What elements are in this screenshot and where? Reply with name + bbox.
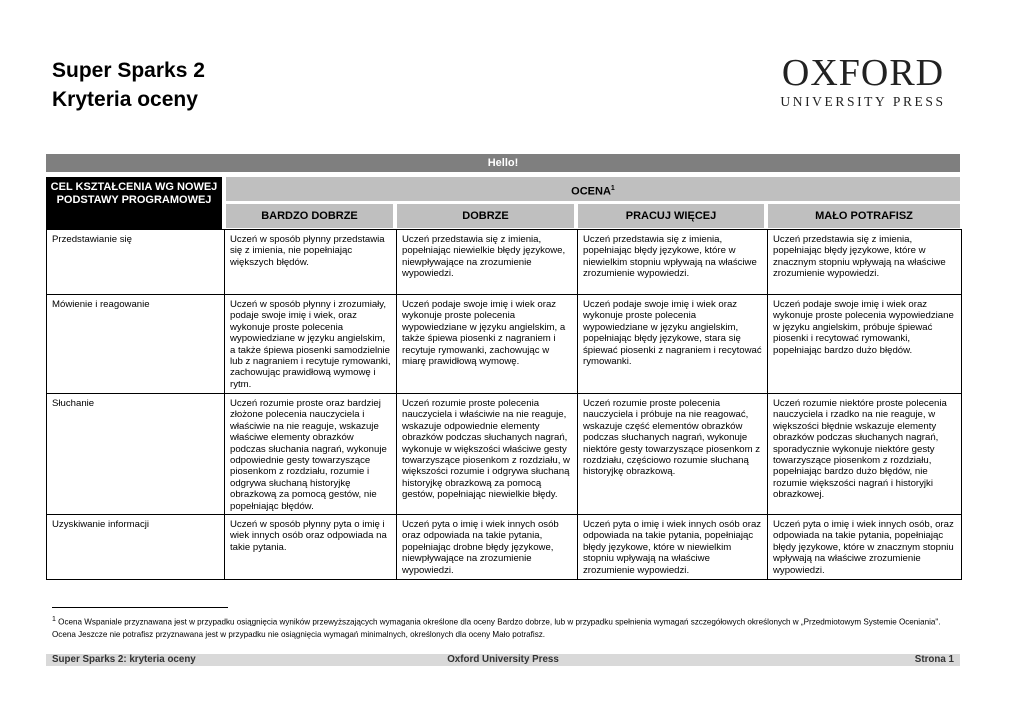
footer-document-name: Super Sparks 2: kryteria oceny <box>52 654 196 665</box>
document-title <box>52 56 205 114</box>
grade-cell: Uczeń rozumie proste polecenia nauczyciela i próbuje na nie reagować, wskazuje część elementów obrazków podczas słuchanych nagrań, wykonuje niektóre gesty towarzyszące piosenkom z rozdziału, częściowo rozumie słuchaną historyjkę obrazkową. <box>578 394 768 514</box>
oxford-logo <box>768 54 958 110</box>
table-band-title: Hello! <box>46 154 960 172</box>
footnote-text: Ocena Wspaniale przyznawana jest w przypadku osiągnięcia wyników przewyższających wymagania określone dla oceny Bardzo dobrze, lub w przypadku spełnienia wymagań szczegółowych określonych w „Przedmiotowym Systemie Oceniania". Ocena Jeszcze nie potrafisz przyznawana jest w przypadku nie osiągnięcia wymagań minimalnych, określonych dla oceny Mało potrafisz. <box>52 617 941 639</box>
criteria-table <box>46 229 962 580</box>
footer-publisher: Oxford University Press <box>447 654 559 665</box>
level-header-very-good: BARDZO DOBRZE <box>226 204 393 228</box>
table-row <box>47 514 961 579</box>
page-footer <box>46 654 960 666</box>
footnote-mark: 1 <box>52 616 56 623</box>
level-header-work-more: PRACUJ WIĘCEJ <box>578 204 764 228</box>
goal-column-header: CEL KSZTAŁCENIA WG NOWEJ PODSTAWY PROGRAMOWEJ <box>46 177 222 229</box>
logo-wordmark: OXFORD <box>781 52 945 94</box>
grade-cell: Uczeń pyta o imię i wiek innych osób oraz odpowiada na takie pytania, popełniając drobne błędy językowe, niewpływające na zrozumienie wypowiedzi. <box>397 515 578 579</box>
grade-header <box>226 177 960 201</box>
grade-cell: Uczeń podaje swoje imię i wiek oraz wykonuje proste polecenia wypowiedziane w języku angielskim, popełniając błędy językowe, stara się śpiewać piosenki z nagraniem i recytować rymowanki. <box>578 295 768 393</box>
grade-cell: Uczeń przedstawia się z imienia, popełniając błędy językowe, które w znacznym stopniu wpływają na właściwe zrozumienie wypowiedzi. <box>773 234 946 280</box>
footnote-ref: 1 <box>610 185 615 192</box>
level-header-good: DOBRZE <box>397 204 574 228</box>
grade-header-label: OCENA <box>571 185 611 198</box>
goal-cell: Uzyskiwanie informacji <box>47 515 225 579</box>
grade-cell: Uczeń rozumie niektóre proste polecenia nauczyciela i rzadko na nie reaguje, w większości błędnie wskazuje elementy obrazków podczas słuchanych nagrań, sporadycznie wykonuje niektóre gesty towarzyszące piosenkom z rozdziału, popełniając bardzo dużo błędów, nie rozumie większości nagrań i historyjki obrazkowej. <box>773 398 947 501</box>
grade-cell: Uczeń pyta o imię i wiek innych osób oraz odpowiada na takie pytania, popełniając błędy językowe, które w niewielkim stopniu wpływają na właściwe zrozumienie wypowiedzi. <box>578 515 768 579</box>
title-line-2: Kryteria oceny <box>52 88 198 111</box>
title-line-1: Super Sparks 2 <box>52 59 205 82</box>
table-row <box>47 294 961 393</box>
logo-subtitle: UNIVERSITY PRESS <box>780 94 946 109</box>
level-header-little: MAŁO POTRAFISZ <box>768 204 960 228</box>
footnote <box>52 614 952 641</box>
goal-cell: Przedstawianie się <box>47 230 225 294</box>
footnote-divider <box>52 607 228 608</box>
goal-cell: Słuchanie <box>47 394 225 514</box>
grade-cell: Uczeń przedstawia się z imienia, popełniając niewielkie błędy językowe, niewpływające na zrozumienie wypowiedzi. <box>397 230 578 294</box>
table-row <box>47 229 961 294</box>
grade-cell: Uczeń przedstawia się z imienia, popełniając błędy językowe, które w niewielkim stopniu wpływają na właściwe zrozumienie wypowiedzi. <box>578 230 768 294</box>
grade-cell: Uczeń pyta o imię i wiek innych osób, oraz odpowiada na takie pytania, popełniając błędy językowe, które w znacznym stopniu wpływają na właściwe zrozumienie wypowiedzi. <box>773 519 954 576</box>
table-row <box>47 393 961 514</box>
grade-cell: Uczeń podaje swoje imię i wiek oraz wykonuje proste polecenia wypowiedziane w języku angielskim, próbuje śpiewać piosenki i recytować rymowanki, popełniając bardzo dużo błędów. <box>773 299 954 356</box>
goal-cell: Mówienie i reagowanie <box>47 295 225 393</box>
footer-page-number: Strona 1 <box>914 654 954 665</box>
grade-cell: Uczeń podaje swoje imię i wiek oraz wykonuje proste polecenia wypowiedziane w języku angielskim, a także śpiewa piosenki z nagraniem i recytuje rymowanki, zachowując w miarę prawidłową wymowę. <box>397 295 578 393</box>
grade-cell: Uczeń rozumie proste polecenia nauczyciela i właściwie na nie reaguje, wskazuje odpowiednie elementy obrazków podczas słuchanych nagrań, wykonuje w większości właściwe gesty towarzyszące piosenkom z rozdziału, w większości rozumie i odgrywa słuchaną historyjkę obrazkową za pomocą gestów, popełniając niewielkie błędy. <box>397 394 578 514</box>
grade-cell: Uczeń w sposób płynny i zrozumiały, podaje swoje imię i wiek, oraz wykonuje proste polecenia wypowiedziane w języku angielskim, a także śpiewa piosenki samodzielnie lub z nagraniem i recytuje rymowanki, zachowując prawidłową wymowę i rytm. <box>225 295 397 393</box>
grade-cell: Uczeń w sposób płynny przedstawia się z imienia, nie popełniając większych błędów. <box>225 230 397 294</box>
grade-cell: Uczeń rozumie proste oraz bardziej złożone polecenia nauczyciela i właściwie na nie reaguje, wskazuje właściwe elementy obrazków podczas słuchania nagrań, wykonuje odpowiednie gesty towarzyszące piosenkom z rozdziału, rozumie i odgrywa słuchaną historyjkę obrazkową za pomocą gestów, nie popełniając błędów. <box>225 394 397 514</box>
grade-cell: Uczeń w sposób płynny pyta o imię i wiek innych osób oraz odpowiada na takie pytania. <box>225 515 397 579</box>
